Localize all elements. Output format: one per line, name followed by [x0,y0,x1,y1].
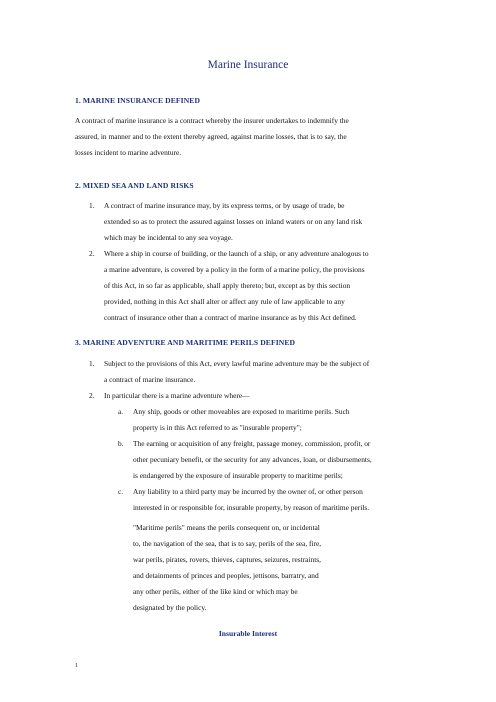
list-item [104,356,369,388]
list-item [104,246,369,326]
section-heading: 3. MARINE ADVENTURE AND MARITIME PERILS DEFINED [75,338,296,347]
list-item-line: which may be incidental to any sea voyage. [104,233,233,242]
sublist-letter: b. [118,439,124,448]
sublist-item [133,436,372,484]
list-number: 1. [89,201,95,210]
sublist-letter: a. [118,407,124,416]
list-item-line: property is in this Act referred to as "insurable property"; [133,423,302,432]
list-item-line: a marine adventure, is covered by a policy in the form of a marine policy, the provisions [104,265,365,274]
list-number: 2. [89,249,95,258]
list-item-line: a contract of marine insurance. [104,375,196,384]
definition-line: war perils, pirates, rovers, thieves, captures, seizures, restraints, [133,555,321,564]
definition-line: "Maritime perils" means the perils consequent on, or incidental [133,523,320,532]
list-item-line: Subject to the provisions of this Act, every lawful marine adventure may be the subject of [104,359,370,368]
list-item-line: Where a ship in course of building, or the launch of a ship, or any adventure analogous to [104,249,369,258]
sublist-letter: c. [118,487,124,496]
definition-line: and detainments of princes and peoples, jettisons, barratry, and [133,571,319,580]
list-number: 1. [89,359,95,368]
page-number: 1 [75,662,79,669]
list-item-line: contract of insurance other than a contract of marine insurance as by this Act defined. [104,313,357,322]
definition-line: designated by the policy. [133,603,207,612]
list-item-line: other pecuniary benefit, or the security for any advances, loan, or disbursements, [133,455,372,464]
paragraph-line: A contract of marine insurance is a contract whereby the insurer undertakes to indemnify the [75,116,349,125]
list-item [104,198,362,246]
list-item-line: In particular there is a marine adventure where— [104,391,250,400]
subheading: Insurable Interest [218,629,278,638]
section-heading: 1. MARINE INSURANCE DEFINED [75,96,201,105]
section-paragraph [75,113,420,161]
list-item-line: provided, nothing in this Act shall alter or affect any rule of law applicable to any [104,297,345,306]
paragraph-line: assured, in manner and to the extent thereby agreed, against marine losses, that is to say, the [75,132,347,141]
list-item-line: Any liability to a third party may be incurred by the owner of, or other person [133,487,363,496]
sublist-item [133,404,350,436]
list-item-line: The earning or acquisition of any freight, passage money, commission, profit, or [133,439,371,448]
definition-line: any other perils, either of the like kind or which may be [133,587,298,596]
list-number: 2. [89,391,95,400]
list-item-line: is endangered by the exposure of insurable property to maritime perils; [133,471,343,480]
list-item-line: of this Act, in so far as applicable, shall apply thereto; but, except as by this section [104,281,351,290]
list-item [104,388,250,404]
paragraph-line: losses incident to marine adventure. [75,148,182,157]
list-item-line: A contract of marine insurance may, by its express terms, or by usage of trade, be [104,201,345,210]
section-heading: 2. MIXED SEA AND LAND RISKS [75,181,194,190]
definition-line: to, the navigation of the sea, that is to say, perils of the sea, fire, [133,539,322,548]
sublist-item [133,484,369,516]
definition-paragraph [133,520,321,616]
list-item-line: interested in or responsible for, insurable property, by reason of maritime perils. [133,503,370,512]
list-item-line: extended so as to protect the assured against losses on inland waters or on any land risk [104,217,363,226]
document-title: Marine Insurance [207,59,289,71]
list-item-line: Any ship, goods or other moveables are exposed to maritime perils. Such [133,407,350,416]
